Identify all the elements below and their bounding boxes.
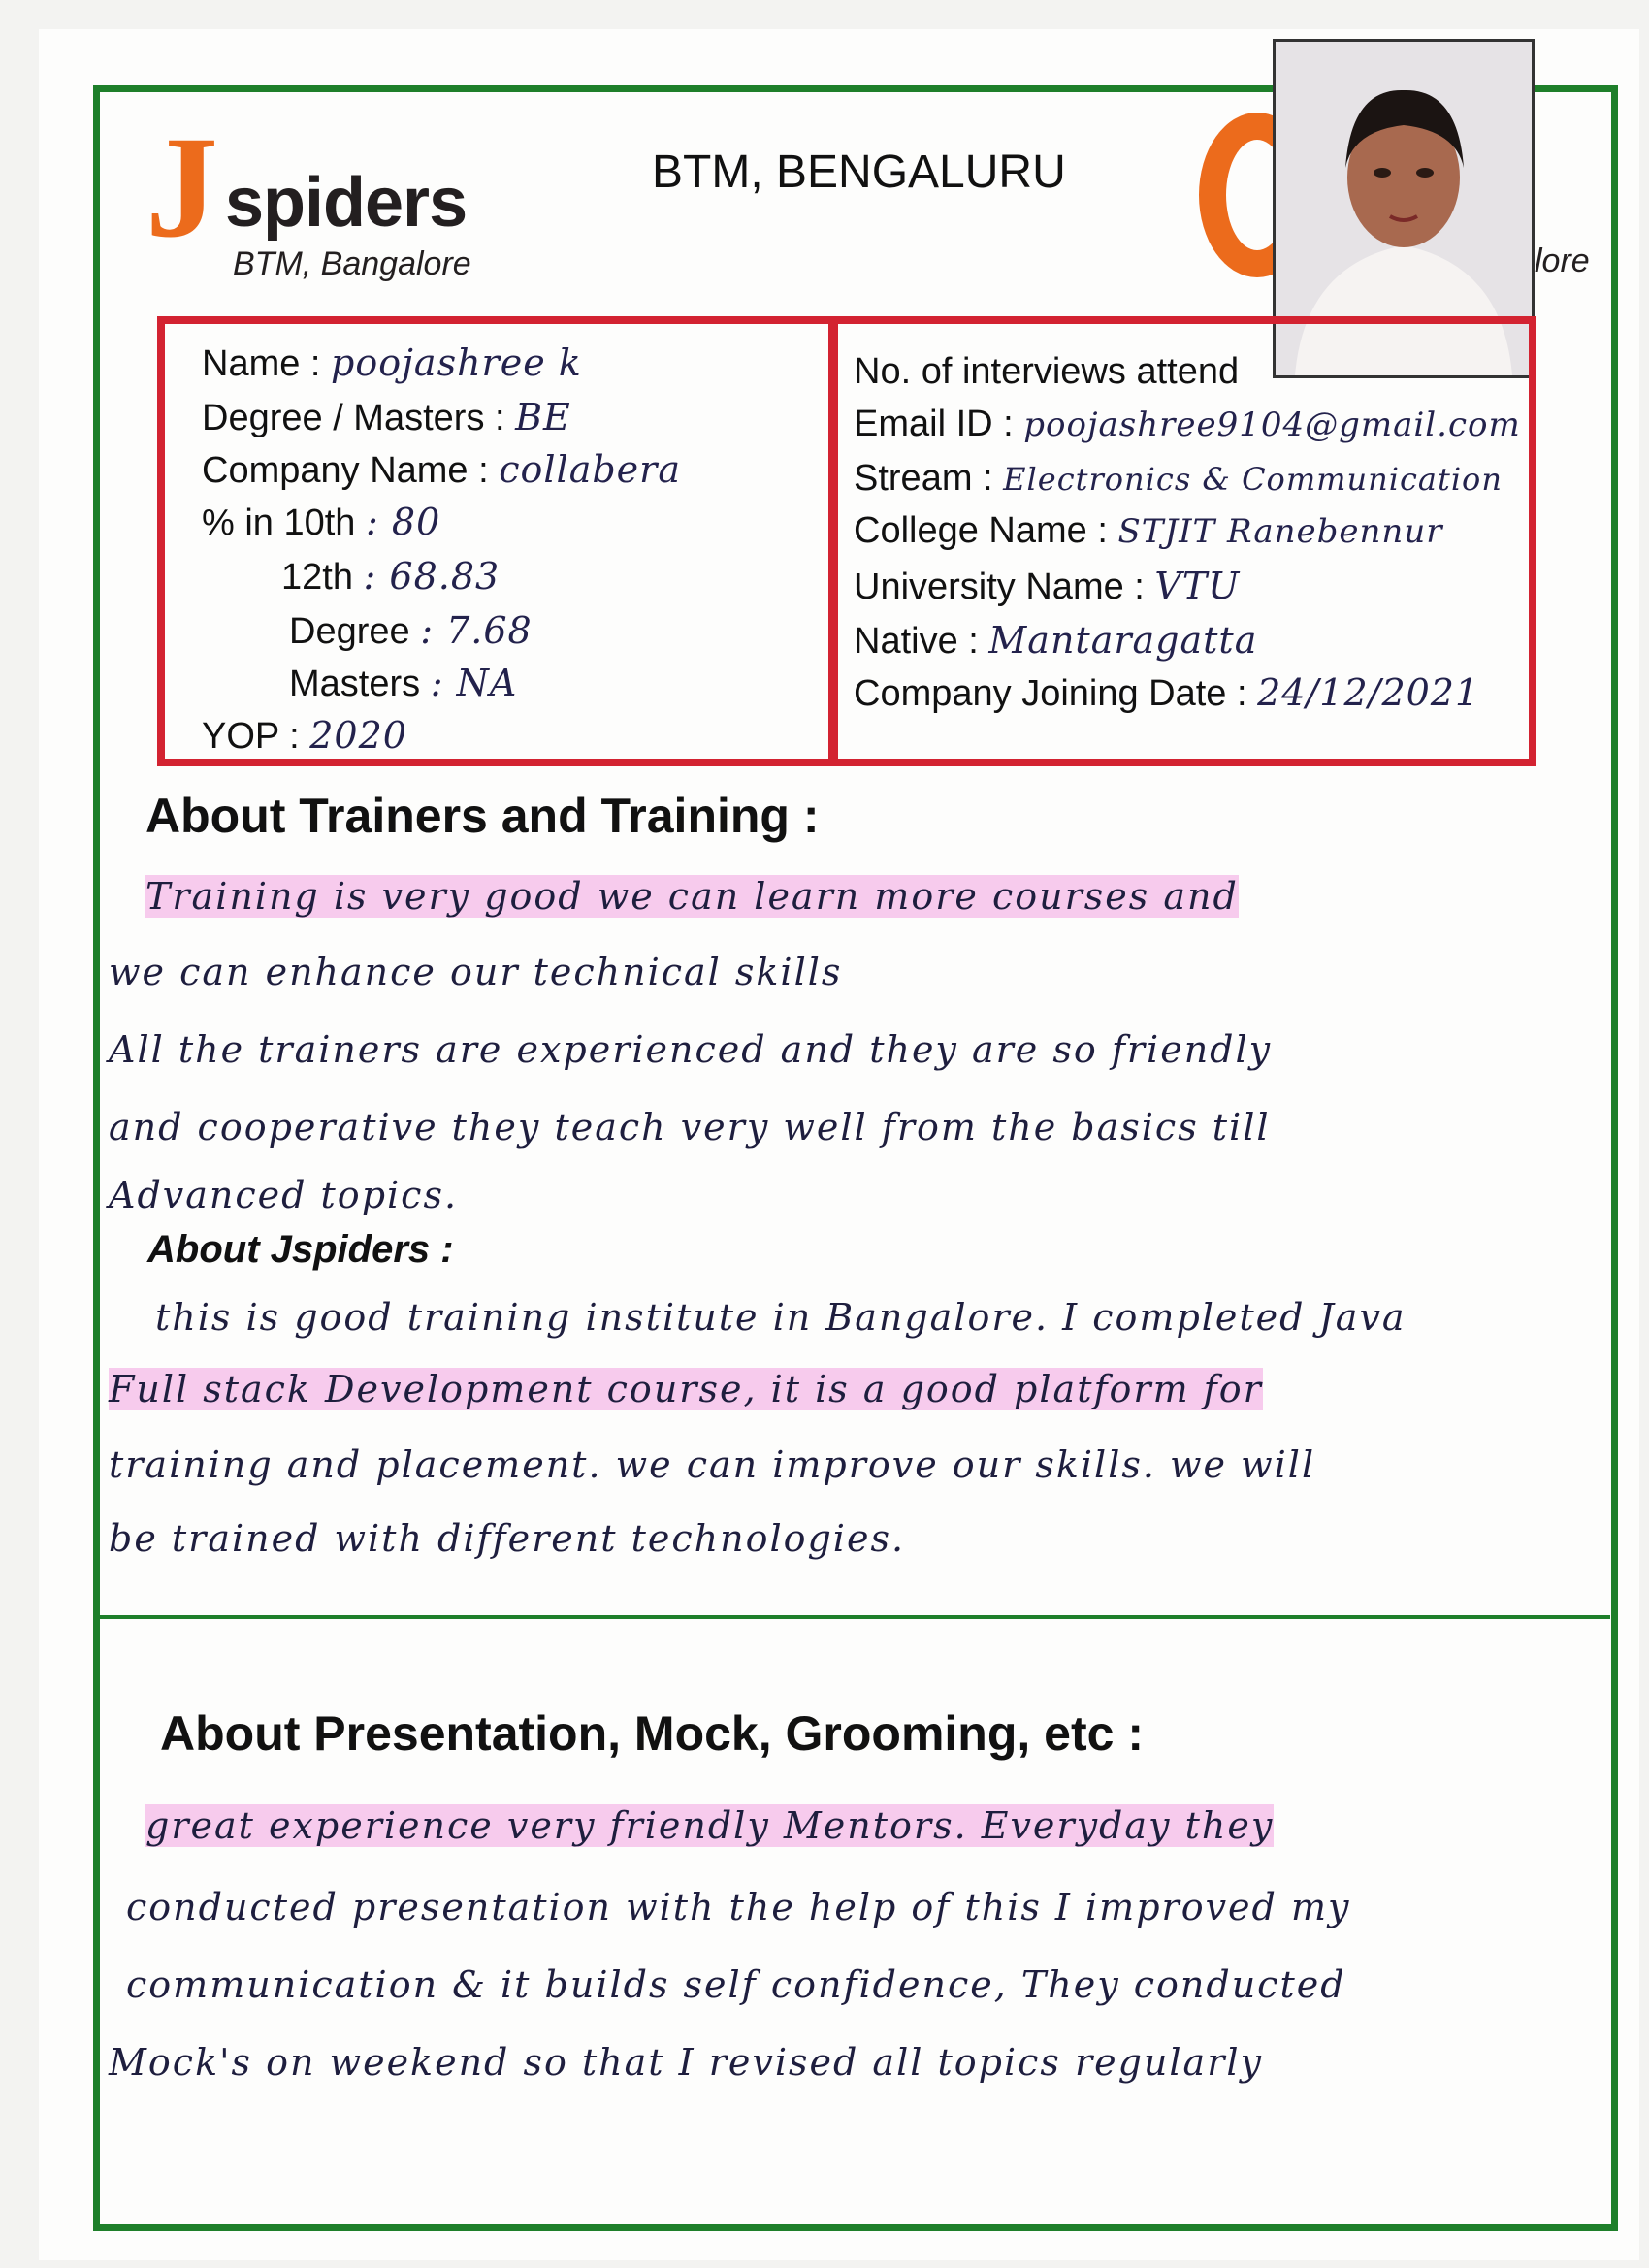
jspiders-logo — [146, 107, 495, 289]
masters-label: Masters — [289, 664, 421, 704]
yop-value: 2020 — [309, 714, 407, 757]
masters-score-field — [289, 662, 517, 705]
logo-location: BTM, Bangalore — [233, 245, 471, 282]
degree-score-field — [289, 609, 533, 653]
degree-score-value: : 7.68 — [420, 609, 533, 652]
degree-score-label: Degree — [289, 611, 410, 652]
college-label: College Name : — [854, 510, 1108, 551]
yop-field — [202, 714, 407, 758]
stream-field — [854, 458, 1503, 500]
twelfth-label: 12th — [281, 557, 353, 598]
university-label: University Name : — [854, 567, 1145, 607]
stream-value: Electronics & Communication — [1003, 461, 1503, 498]
twelfth-percent-field — [281, 555, 500, 599]
presentation-line-1-text: great experience very friendly Mentors. Everyday they — [146, 1804, 1275, 1847]
presentation-line-1 — [146, 1804, 1274, 1847]
presentation-line-3: communication & it builds self confidence, They conducted — [126, 1963, 1346, 2006]
joining-date-value: 24/12/2021 — [1257, 671, 1480, 714]
tenth-value: : 80 — [366, 501, 441, 543]
native-value: Mantaragatta — [988, 619, 1258, 662]
interviews-attended-field — [854, 349, 1239, 393]
joining-date-label: Company Joining Date : — [854, 673, 1247, 714]
tenth-percent-field — [202, 501, 440, 544]
degree-field — [202, 396, 571, 439]
name-value: poojashree k — [331, 341, 582, 384]
masters-value: : NA — [430, 662, 518, 704]
right-location-fragment: lore — [1535, 243, 1590, 279]
presentation-section-title: About Presentation, Mock, Grooming, etc : — [160, 1706, 1144, 1761]
trainers-line-4: and cooperative they teach very well from the basics till — [109, 1106, 1271, 1149]
email-value: poojashree9104@gmail.com — [1023, 405, 1521, 444]
stream-label: Stream : — [854, 458, 993, 499]
trainers-line-5: Advanced topics. — [109, 1174, 459, 1216]
university-field — [854, 565, 1240, 608]
degree-label: Degree / Masters : — [202, 398, 505, 438]
jspiders-line-4: be trained with different technologies. — [109, 1517, 906, 1560]
email-field — [854, 404, 1521, 445]
college-value: STJIT Ranebennur — [1117, 512, 1443, 551]
name-field — [202, 341, 582, 385]
tenth-label: % in 10th — [202, 502, 356, 543]
trainers-line-1 — [146, 875, 1239, 918]
trainers-line-1-text: Training is very good we can learn more courses and — [146, 875, 1239, 918]
logo-letter: J — [146, 107, 218, 268]
native-label: Native : — [854, 621, 979, 662]
yop-label: YOP : — [202, 716, 300, 757]
trainers-line-2: we can enhance our technical skills — [109, 951, 843, 993]
presentation-line-2: conducted presentation with the help of this I improved my — [126, 1886, 1351, 1928]
trainers-section-title: About Trainers and Training : — [146, 789, 820, 843]
trainers-line-3: All the trainers are experienced and they are so friendly — [109, 1028, 1273, 1071]
company-field — [202, 448, 681, 492]
company-value: collabera — [499, 448, 681, 491]
jspiders-section-title: About Jspiders : — [147, 1228, 454, 1271]
interviews-label: No. of interviews attend — [854, 351, 1240, 392]
divider-line — [100, 1615, 1610, 1619]
twelfth-value: : 68.83 — [363, 555, 501, 598]
degree-value: BE — [515, 396, 571, 438]
jspiders-line-1: this is good training institute in Bangalore. I completed Java — [155, 1296, 1406, 1339]
jspiders-line-2 — [109, 1368, 1263, 1410]
email-label: Email ID : — [854, 404, 1014, 444]
joining-date-field — [854, 671, 1479, 715]
jspiders-line-2-text: Full stack Development course, it is a good platform for — [109, 1368, 1263, 1410]
logo-text: spiders — [225, 164, 468, 242]
presentation-line-4: Mock's on weekend so that I revised all topics regularly — [109, 2041, 1263, 2084]
jspiders-line-3: training and placement. we can improve our skills. we will — [109, 1443, 1316, 1486]
name-label: Name : — [202, 343, 321, 384]
company-label: Company Name : — [202, 450, 489, 491]
university-value: VTU — [1154, 565, 1241, 607]
native-field — [854, 619, 1257, 663]
branch-title: BTM, BENGALURU — [652, 146, 1066, 198]
college-field — [854, 510, 1442, 552]
